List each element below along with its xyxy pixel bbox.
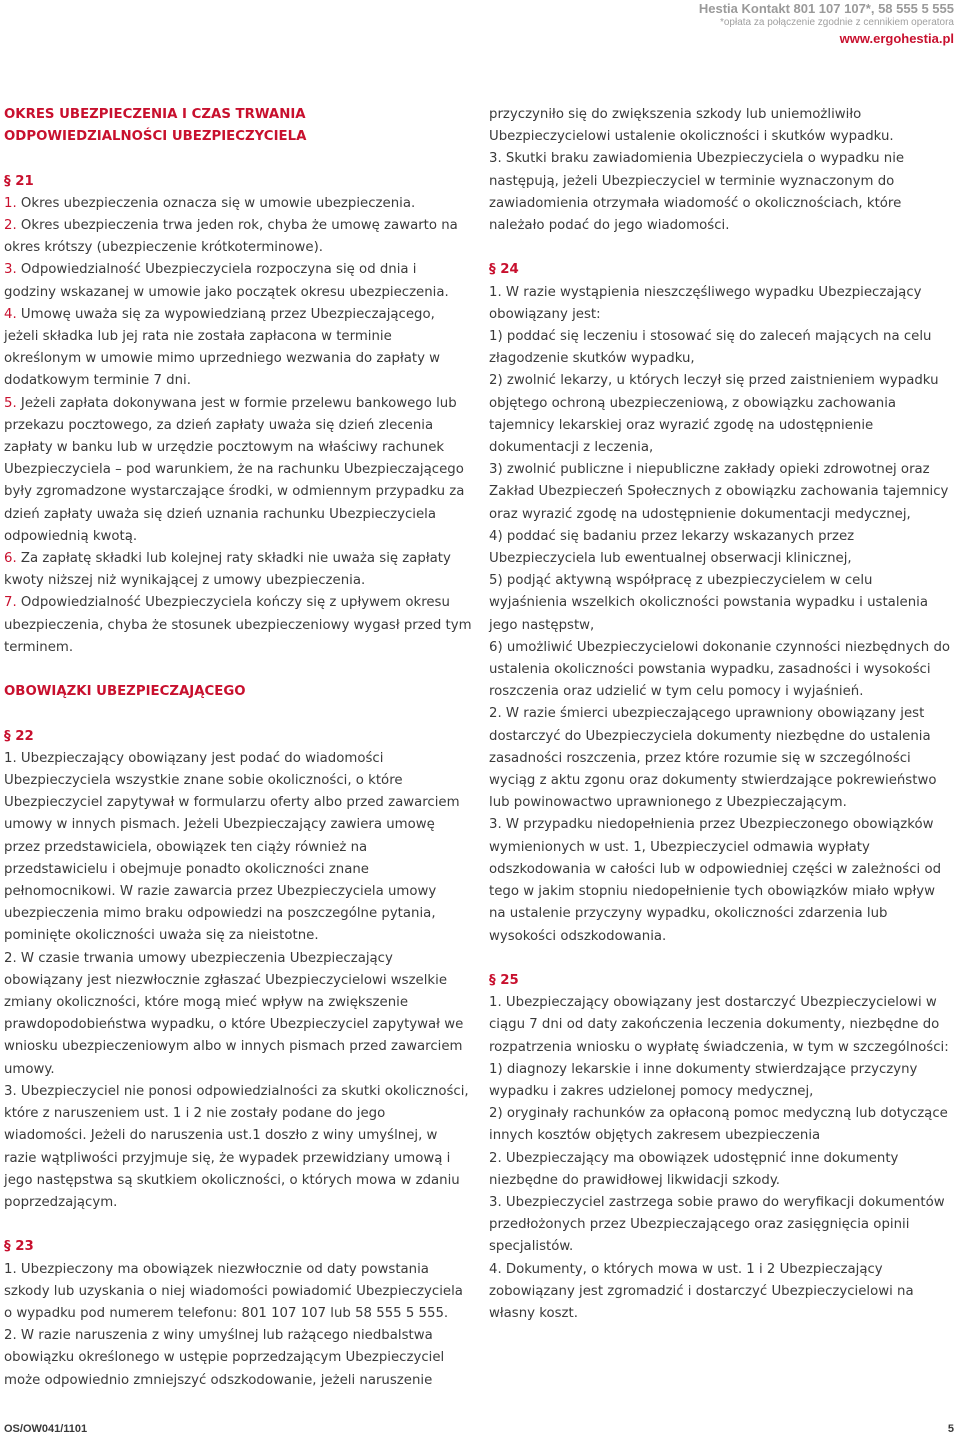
page-number: 5 xyxy=(947,1423,954,1435)
clause-text: 6) umożliwić Ubezpieczycielowi dokonanie czynności niezbędnych do ustalenia okoliczności powstania wypadku, zasadności i wysokości roszczenia oraz udzielić w tym celu pomocy i wyjaśnień. xyxy=(489,639,951,700)
clause-text: 1. Ubezpieczający obowiązany jest dostarczyć Ubezpieczycielowi w ciągu 7 dni od daty zakończenia leczenia dokumenty, niezbędne do rozpatrzenia wniosku o wypłatę świadczenia, w tym w szczególności: xyxy=(489,995,949,1055)
clause-text: 3. Ubezpieczyciel nie ponosi odpowiedzialności za skutki okoliczności, które z naruszeniem ust. 1 i 2 nie zostały podane do jego wiadomości. Jeżeli do naruszenia ust.1 doszło z winy umyślnej, w razie wątpliwości przyjmuje się, że wypadek przewidziany umową i jego następstwa są skutkiem okoliczności, o których mowa w zdaniu poprzedzającym. xyxy=(4,1083,469,1210)
clause-text xyxy=(4,193,472,215)
spacer xyxy=(4,659,472,681)
clause-number: 6. xyxy=(4,551,17,567)
document-code: OS/OW041/1101 xyxy=(4,1423,88,1435)
spacer xyxy=(489,237,951,259)
clause-text: 2. W czasie trwania umowy ubezpieczenia Ubezpieczający obowiązany jest niezwłocznie zgłaszać Ubezpieczycielowi wszelkie zmiany okoliczności, które mogą mieć wpływ na zwiększenie prawdopodobieństwa wypadku, o które Ubezpieczyciel zapytywał we wniosku ubezpieczeniowym albo w innych pismach przed zawarciem umowy. xyxy=(4,950,464,1077)
clause-text xyxy=(4,259,472,303)
clause-number: 1. xyxy=(4,195,17,211)
clause-text: 3. W przypadku niedopełnienia przez Ubezpieczonego obowiązków wymienionych w ust. 1, Ubezpieczyciel odmawia wypłaty odszkodowania w całości lub w odpowiedniej części w zależności od tego w jakim stopniu niedopełnienie tych obowiązków miało wpływ na ustalenie przyczyny wypadku, okoliczności zdarzenia lub wysokości odszkodowania. xyxy=(489,817,942,944)
spacer xyxy=(4,1214,472,1236)
clause-text: 4) poddać się badaniu przez lekarzy wskazanych przez Ubezpieczyciela lub ewentualnej obserwacji klinicznej, xyxy=(489,528,855,567)
page-header xyxy=(699,1,954,49)
clause-text: 2) zwolnić lekarzy, u których leczył się przed zaistnieniem wypadku objętego ochroną ubezpieczeniową, z obowiązku zachowania tajemnicy lekarskiej oraz wyrazić zgodę na udostępnienie dokumentacji z leczenia, xyxy=(489,373,939,456)
clause-text: 1. Ubezpieczający obowiązany jest podać do wiadomości Ubezpieczyciela wszystkie znane sobie okoliczności, o które Ubezpieczyciel zapytywał w formularzu oferty albo przed zawarciem umowy w innych pismach. Jeżeli Ubezpieczający zawiera umowę przez przedstawiciela, obowiązek ten ciąży również na przedstawicielu i obejmuje ponadto okoliczności znane pełnomocnikowi. W razie zawarcia przez Ubezpieczyciela umowy ubezpieczenia mimo braku odpowiedzi na poszczególne pytania, pominięte okoliczności uważa się za nieistotne. xyxy=(4,750,460,944)
clause-text: 1) diagnozy lekarskie i inne dokumenty stwierdzające przyczyny wypadku i zakres udzielonej pomocy medycznej, xyxy=(489,1061,918,1099)
clause-text: 2. Ubezpieczający ma obowiązek udostępnić inne dokumenty niezbędne do prawidłowej likwidacji szkody. xyxy=(489,1150,899,1188)
clause-number: 4. xyxy=(4,306,17,322)
section-title: OKRES UBEZPIECZENIA I CZAS TRWANIA ODPOWIEDZIALNOŚCI UBEZPIECZYCIELA xyxy=(4,107,307,145)
paragraph-number: § 24 xyxy=(489,262,519,278)
clause-body: Odpowiedzialność Ubezpieczyciela rozpoczyna się od dnia i godziny wskazanej w umowie jako początek okresu ubezpieczenia. xyxy=(4,262,449,300)
right-column xyxy=(489,104,951,1325)
clause-body: Odpowiedzialność Ubezpieczyciela kończy się z upływem okresu ubezpieczenia, chyba że stosunek ubezpieczeniowy wygasł przed tym terminem. xyxy=(4,595,472,655)
clause-body: Umowę uważa się za wypowiedzianą przez Ubezpieczającego, jeżeli składka lub jej rata nie została zapłacona w terminie określonym w umowie mimo uprzedniego wezwania do zapłaty w dodatkowym terminie 7 dni. xyxy=(4,306,441,389)
clause-text xyxy=(4,304,472,393)
clause-text: 2. W razie śmierci ubezpieczającego uprawniony obowiązany jest dostarczyć do Ubezpieczyciela dokumenty niezbędne do ustalenia zasadności roszczenia, przez które rozumie się w szczególności wyciąg z aktu zgonu oraz dokumenty stwierdzające pokrewieństwo lub powinowactwo uprawnionego z Ubezpieczającym. xyxy=(489,706,937,811)
section-title: OBOWIĄZKI UBEZPIECZAJĄCEGO xyxy=(4,684,246,700)
clause-text: 2. W razie naruszenia z winy umyślnej lub rażącego niedbalstwa obowiązku określonego w ustępie poprzedzającym Ubezpieczyciel może odpowiednio zmniejszyć odszkodowanie, jeżeli naruszenie xyxy=(4,1328,445,1388)
clause-text: 2) oryginały rachunków za opłaconą pomoc medyczną lub dotyczące innych kosztów objętych zakresem ubezpieczenia xyxy=(489,1106,948,1144)
clause-text: przyczyniło się do zwiększenia szkody lub uniemożliwiło Ubezpieczycielowi ustalenie okoliczności i skutków wypadku. xyxy=(489,107,894,145)
paragraph-number: § 23 xyxy=(4,1239,34,1255)
clause-number: 7. xyxy=(4,595,17,611)
clause-body: Jeżeli zapłata dokonywana jest w formie przelewu bankowego lub przekazu pocztowego, za dzień zapłaty uważa się dzień zlecenia zapłaty w banku lub w urzędzie pocztowym na właściwy rachunek Ubezpieczyciela – pod warunkiem, że na rachunku Ubezpieczającego były zgromadzone wystarczające środki, w odmiennym przypadku za dzień zapłaty uważa się dzień uznania rachunku Ubezpieczyciela odpowiednią kwotą. xyxy=(4,395,465,544)
left-column xyxy=(4,104,472,1392)
clause-text: 1. Ubezpieczony ma obowiązek niezwłocznie od daty powstania szkody lub uzyskania o niej wiadomości powiadomić Ubezpieczyciela o wypadku pod numerem telefonu: 801 107 107 lub 58 555 5 555. xyxy=(4,1261,463,1321)
clause-text: 3. Ubezpieczyciel zastrzega sobie prawo do weryfikacji dokumentów przedłożonych przez Ubezpieczającego oraz zasięgnięcia opinii specjalistów. xyxy=(489,1194,945,1255)
clause-text: 3. Skutki braku zawiadomienia Ubezpieczyciela o wypadku nie następują, jeżeli Ubezpieczyciel w terminie wyznaczonym do zawiadomienia otrzymała wiadomość o okolicznościach, które należało podać do jego wiadomości. xyxy=(489,151,905,234)
clause-text xyxy=(4,215,472,259)
hotline-note: *opłata za połączenie zgodnie z cennikiem operatora xyxy=(719,17,954,28)
clause-body: Za zapłatę składki lub kolejnej raty składki nie uważa się zapłaty kwoty niższej niż wynikającej z umowy ubezpieczenia. xyxy=(4,551,451,589)
clause-text: 4. Dokumenty, o których mowa w ust. 1 i 2 Ubezpieczający zobowiązany jest zgromadzić i dostarczyć Ubezpieczycielowi na własny koszt. xyxy=(489,1261,914,1321)
spacer xyxy=(4,703,472,725)
clause-text: 5) podjąć aktywną współpracę z ubezpieczycielem w celu wyjaśnienia wszelkich okoliczności powstania wypadku i ustalenia jego następstw, xyxy=(489,573,928,633)
clause-text: 1) poddać się leczeniu i stosować się do zaleceń mających na celu złagodzenie skutków wypadku, xyxy=(489,329,932,367)
website-link[interactable]: www.ergohestia.pl xyxy=(839,31,954,46)
clause-text xyxy=(4,548,472,592)
clause-number: 5. xyxy=(4,395,17,411)
clause-text xyxy=(4,393,472,548)
clause-text xyxy=(4,592,472,659)
clause-body: Okres ubezpieczenia oznacza się w umowie ubezpieczenia. xyxy=(20,195,416,211)
clause-number: 2. xyxy=(4,218,17,233)
paragraph-number: § 25 xyxy=(489,972,519,988)
spacer xyxy=(489,948,951,970)
clause-body: Okres ubezpieczenia trwa jeden rok, chyba że umowę zawarto na okres krótszy (ubezpieczenie krótkoterminowe). xyxy=(4,218,458,256)
spacer xyxy=(4,148,472,170)
clause-number: 3. xyxy=(4,262,17,278)
paragraph-number: § 21 xyxy=(4,173,34,189)
hotline-text: Hestia Kontakt 801 107 107*, 58 555 5 555 xyxy=(698,1,954,16)
clause-text: 1. W razie wystąpienia nieszczęśliwego wypadku Ubezpieczający obowiązany jest: xyxy=(489,284,922,322)
clause-text: 3) zwolnić publiczne i niepubliczne zakłady opieki zdrowotnej oraz Zakład Ubezpieczeń Społecznych z obowiązku zachowania tajemnicy oraz wyrazić zgodę na udostępnienie dokumentacji medycznej, xyxy=(489,462,949,522)
paragraph-number: § 22 xyxy=(4,728,34,744)
